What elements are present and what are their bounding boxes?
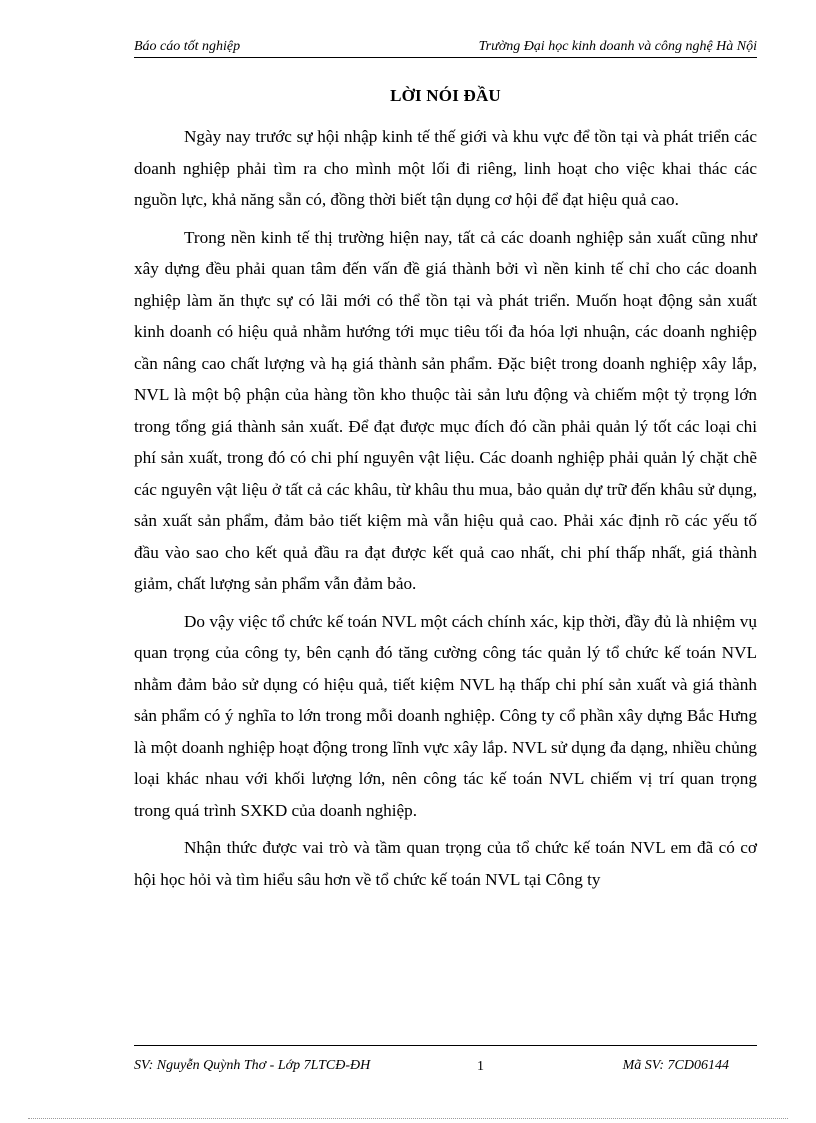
body-text [134, 121, 757, 901]
footer-page-number: 1 [477, 1059, 484, 1074]
paragraph-3: Do vậy việc tổ chức kế toán NVL một cách chính xác, kịp thời, đầy đủ là nhiệm vụ quan trọng của công ty, bên cạnh đó tăng cường công tác quản lý tổ chức kế toán NVL nhằm đảm bảo sử dụng có hiệu quả, tiết kiệm NVL hạ thấp chi phí sản xuất và giá thành sản phẩm có ý nghĩa to lớn trong mỗi doanh nghiệp. Công ty cổ phần xây dựng Bắc Hưng là một doanh nghiệp hoạt động trong lĩnh vực xây lắp. NVL sử dụng đa dạng, nhiều chủng loại khác nhau với khối lượng lớn, nên công tác kế toán NVL chiếm vị trí quan trọng trong quá trình SXKD của doanh nghiệp. [134, 611, 757, 820]
page-title: LỜI NÓI ĐẦU [390, 86, 501, 105]
page-footer [134, 1045, 757, 1075]
page-bottom-divider [28, 1118, 788, 1119]
paragraph-1: Ngày nay trước sự hội nhập kinh tế thế giới và khu vực để tồn tại và phát triển các doanh nghiệp phải tìm ra cho mình một lối đi riêng, linh hoạt cho việc khai thác các nguồn lực, khả năng sẵn có, đồng thời biết tận dụng cơ hội để đạt hiệu quả cao. [134, 127, 757, 209]
paragraph-4: Nhận thức được vai trò và tầm quan trọng của tổ chức kế toán NVL em đã có cơ hội học hỏi và tìm hiểu sâu hơn về tổ chức kế toán NVL tại Công ty [134, 838, 757, 889]
header-university: Trường Đại học kinh doanh và công nghệ Hà Nội [478, 39, 757, 54]
paragraph-2: Trong nền kinh tế thị trường hiện nay, tất cả các doanh nghiệp sản xuất cũng như xây dựng đều phải quan tâm đến vấn đề giá thành bởi vì nền kinh tế chỉ cho các doanh nghiệp làm ăn thực sự có lãi mới có thể tồn tại và phát triển. Muốn hoạt động sản xuất kinh doanh có hiệu quả nhằm hướng tới mục tiêu tối đa hóa lợi nhuận, các doanh nghiệp cần nâng cao chất lượng và hạ giá thành sản phẩm. Đặc biệt trong doanh nghiệp xây lắp, NVL là một bộ phận của hàng tồn kho thuộc tài sản lưu động và chiếm một tỷ trọng lớn trong tổng giá thành sản xuất. Để đạt được mục đích đó cần phải quản lý tốt các loại chi phí sản xuất, trong đó có chi phí nguyên vật liệu. Các doanh nghiệp phải quản lý chặt chẽ các nguyên vật liệu ở tất cả các khâu, từ khâu thu mua, bảo quản dự trữ đến khâu sử dụng, sản xuất sản phẩm, đảm bảo tiết kiệm mà vẫn hiệu quả cao. Phải xác định rõ các yếu tố đầu vào sao cho kết quả đầu ra đạt được kết quả cao nhất, chi phí thấp nhất, giá thành giảm, chất lượng sản phẩm vẫn đảm bảo. [134, 227, 757, 593]
header-report-type: Báo cáo tốt nghiệp [134, 39, 241, 54]
footer-student: SV: Nguyễn Quỳnh Thơ - Lớp 7LTCĐ-ĐH [134, 1058, 371, 1073]
page-header [134, 36, 757, 58]
footer-student-id: Mã SV: 7CD06144 [622, 1058, 729, 1073]
